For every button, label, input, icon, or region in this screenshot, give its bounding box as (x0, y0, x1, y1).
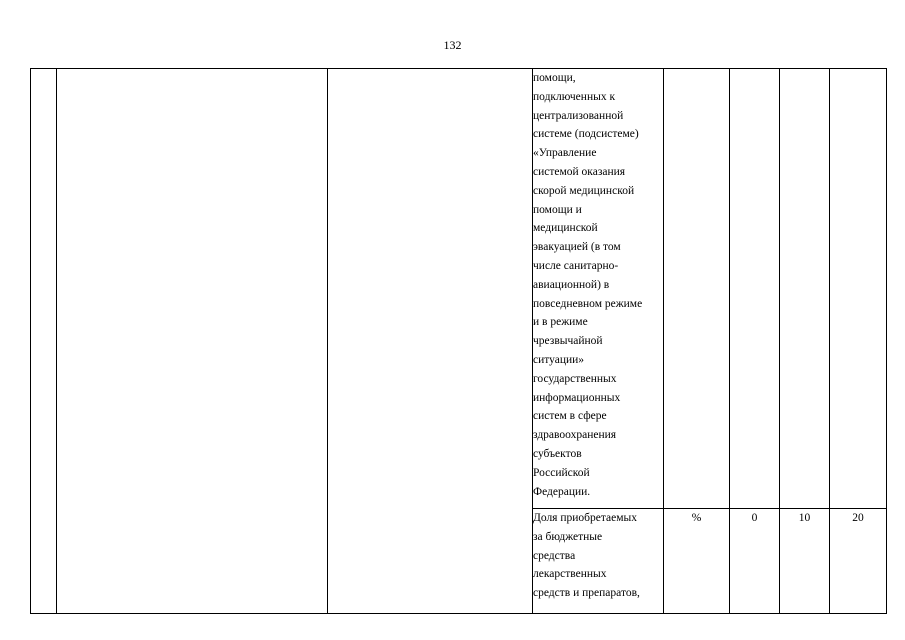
table-row (31, 69, 887, 509)
indicator-cell (533, 69, 664, 509)
section-name-cell (57, 69, 328, 614)
value-cell (780, 69, 830, 509)
value-cell (730, 69, 780, 509)
unit-cell (664, 69, 730, 509)
page-number: 132 (443, 38, 462, 52)
indicator-text: Доля приобретаемых за бюджетные средства лекарственных средств и препаратов, (533, 512, 640, 600)
value-cell: 10 (780, 509, 830, 614)
indicators-table (30, 68, 887, 614)
measure-cell (328, 69, 533, 614)
index-cell (31, 69, 57, 614)
value-cell (830, 69, 887, 509)
value-cell: 20 (830, 509, 887, 614)
indicator-text: помощи, подключенных к централизованной системе (подсистеме) «Управление системой оказания скорой медицинской помощи и медицинской эвакуацией (в том числе санитарно- авиационной) в повседневном режиме и в режиме чрезвычайной ситуации» государственных информационных систем в сфере здравоохранения субъектов Российской Федерации. (533, 72, 643, 498)
value-cell: 0 (730, 509, 780, 614)
unit-cell: % (664, 509, 730, 614)
indicator-cell (533, 509, 664, 614)
